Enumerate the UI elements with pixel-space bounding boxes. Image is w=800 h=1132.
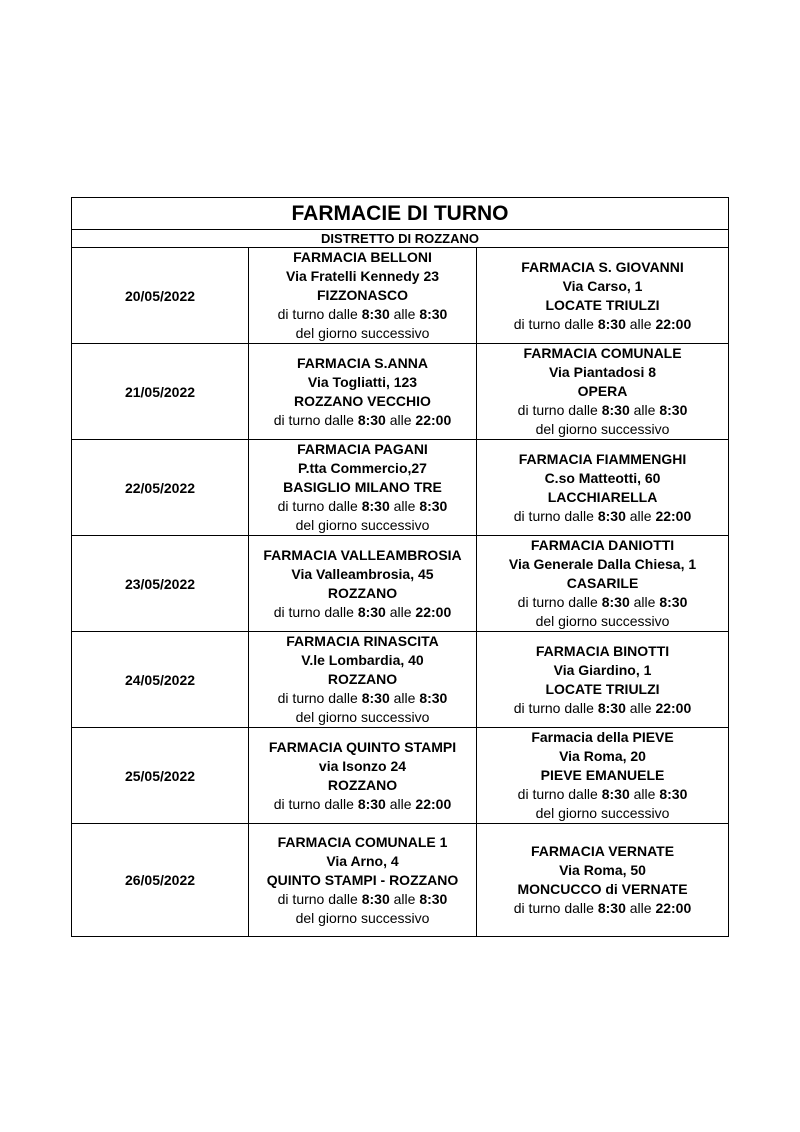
hours-from: 8:30	[361, 306, 390, 322]
day-row	[72, 728, 729, 824]
pharmacy-cell-right	[477, 248, 729, 344]
pharmacy-cell-right	[477, 440, 729, 536]
hours-to: 8:30	[659, 594, 688, 610]
hours-label: di turno dalle	[273, 795, 354, 812]
hours-until-label: alle	[389, 795, 412, 812]
document-title: FARMACIE DI TURNO	[72, 198, 729, 230]
pharmacy-town: FIZZONASCO	[317, 287, 408, 303]
hours-to: 8:30	[419, 690, 448, 706]
hours-from: 8:30	[361, 498, 390, 514]
hours-to: 8:30	[419, 306, 448, 322]
hours-until-label: alle	[393, 690, 416, 706]
hours-to: 22:00	[655, 315, 692, 332]
pharmacy-cell-left	[249, 632, 477, 728]
pharmacy-address: V.le Lombardia, 40	[301, 652, 424, 668]
hours-label: di turno dalle	[513, 699, 594, 716]
next-day-note: del giorno successivo	[295, 909, 430, 926]
hours-to: 22:00	[655, 699, 692, 716]
hours-label: di turno dalle	[513, 507, 594, 524]
opening-hours	[477, 785, 728, 804]
pharmacy-town: BASIGLIO MILANO TRE	[283, 479, 442, 495]
hours-label: di turno dalle	[517, 786, 598, 802]
date-cell: 26/05/2022	[72, 824, 249, 937]
pharmacy-name: FARMACIA BELLONI	[293, 249, 432, 265]
pharmacy-cell-left	[249, 728, 477, 824]
hours-until-label: alle	[633, 786, 656, 802]
hours-from: 8:30	[361, 890, 390, 907]
next-day-note: del giorno successivo	[295, 325, 430, 341]
opening-hours	[249, 795, 476, 814]
pharmacy-address: C.so Matteotti, 60	[544, 469, 661, 486]
pharmacy-address: Via Giardino, 1	[553, 661, 652, 678]
hours-label: di turno dalle	[273, 603, 354, 620]
pharmacy-town: ROZZANO	[327, 584, 398, 601]
next-day-note: del giorno successivo	[295, 709, 430, 725]
hours-until-label: alle	[633, 594, 656, 610]
hours-from: 8:30	[357, 411, 386, 428]
pharmacy-town: QUINTO STAMPI - ROZZANO	[266, 871, 459, 888]
hours-label: di turno dalle	[517, 402, 598, 418]
next-day-note: del giorno successivo	[295, 517, 430, 533]
hours-from: 8:30	[597, 699, 626, 716]
pharmacy-address: P.tta Commercio,27	[298, 460, 427, 476]
pharmacy-name: FARMACIA S.ANNA	[297, 354, 428, 371]
hours-to: 22:00	[415, 603, 452, 620]
hours-label: di turno dalle	[273, 411, 354, 428]
pharmacy-address: Via Piantadosi 8	[548, 364, 657, 380]
pharmacy-town: LOCATE TRIULZI	[545, 680, 660, 697]
day-row	[72, 344, 729, 440]
pharmacy-address: Via Carso, 1	[562, 277, 643, 294]
pharmacy-cell-right	[477, 824, 729, 937]
day-row	[72, 248, 729, 344]
opening-hours	[249, 890, 476, 909]
pharmacy-name: FARMACIA PAGANI	[297, 441, 428, 457]
pharmacy-name: FARMACIA QUINTO STAMPI	[268, 738, 457, 755]
day-row	[72, 536, 729, 632]
opening-hours	[477, 507, 728, 526]
day-row	[72, 824, 729, 937]
pharmacy-cell-right	[477, 536, 729, 632]
hours-from: 8:30	[361, 690, 390, 706]
pharmacy-cell-left	[249, 344, 477, 440]
pharmacy-name: FARMACIA VERNATE	[530, 843, 675, 859]
hours-label: di turno dalle	[277, 498, 358, 514]
next-day-note: del giorno successivo	[535, 805, 670, 821]
day-row	[72, 440, 729, 536]
pharmacy-address: via Isonzo 24	[318, 757, 407, 774]
hours-to: 8:30	[659, 402, 688, 418]
pharmacy-address: Via Roma, 50	[559, 862, 646, 878]
hours-from: 8:30	[601, 402, 630, 418]
hours-to: 8:30	[659, 786, 688, 802]
pharmacy-town: OPERA	[577, 383, 628, 399]
pharmacy-cell-left	[249, 536, 477, 632]
date-cell: 23/05/2022	[72, 536, 249, 632]
hours-until-label: alle	[629, 507, 652, 524]
hours-label: di turno dalle	[513, 315, 594, 332]
pharmacy-town: LOCATE TRIULZI	[545, 296, 660, 313]
date-cell: 24/05/2022	[72, 632, 249, 728]
pharmacy-address: Via Togliatti, 123	[307, 373, 418, 390]
hours-label: di turno dalle	[277, 690, 358, 706]
hours-from: 8:30	[357, 603, 386, 620]
pharmacy-cell-left	[249, 248, 477, 344]
pharmacy-town: PIEVE EMANUELE	[540, 767, 665, 783]
pharmacy-name: FARMACIA BINOTTI	[535, 642, 670, 659]
opening-hours	[249, 603, 476, 622]
pharmacy-address: Via Arno, 4	[326, 852, 399, 869]
pharmacy-town: ROZZANO	[327, 776, 398, 793]
hours-from: 8:30	[601, 594, 630, 610]
hours-to: 22:00	[415, 795, 452, 812]
pharmacy-cell-left	[249, 440, 477, 536]
pharmacy-name: FARMACIA COMUNALE 1	[277, 833, 448, 850]
hours-label: di turno dalle	[277, 306, 358, 322]
hours-from: 8:30	[597, 315, 626, 332]
pharmacy-address: Via Valleambrosia, 45	[291, 565, 434, 582]
next-day-note: del giorno successivo	[535, 613, 670, 629]
pharmacy-cell-right	[477, 344, 729, 440]
hours-until-label: alle	[389, 411, 412, 428]
opening-hours	[477, 315, 728, 334]
district-subtitle: DISTRETTO DI ROZZANO	[72, 230, 729, 248]
hours-from: 8:30	[357, 795, 386, 812]
pharmacy-name: FARMACIA RINASCITA	[286, 633, 439, 649]
hours-until-label: alle	[629, 315, 652, 332]
hours-label: di turno dalle	[517, 594, 598, 610]
day-row	[72, 632, 729, 728]
pharmacy-town: ROZZANO VECCHIO	[294, 392, 431, 409]
pharmacy-name: Farmacia della PIEVE	[531, 729, 674, 745]
hours-until-label: alle	[393, 306, 416, 322]
pharmacy-town: CASARILE	[566, 575, 639, 591]
pharmacy-address: Via Roma, 20	[559, 748, 646, 764]
hours-until-label: alle	[629, 699, 652, 716]
hours-to: 22:00	[415, 411, 452, 428]
hours-to: 8:30	[419, 498, 448, 514]
pharmacy-town: ROZZANO	[327, 671, 398, 687]
pharmacy-cell-right	[477, 728, 729, 824]
opening-hours	[249, 411, 476, 430]
opening-hours	[477, 401, 728, 420]
hours-label: di turno dalle	[513, 900, 594, 916]
hours-until-label: alle	[633, 402, 656, 418]
opening-hours	[249, 497, 476, 516]
hours-to: 22:00	[655, 900, 692, 916]
pharmacy-name: FARMACIA VALLEAMBROSIA	[263, 546, 462, 563]
pharmacy-schedule-table	[71, 197, 729, 937]
date-cell: 21/05/2022	[72, 344, 249, 440]
pharmacy-name: FARMACIA FIAMMENGHI	[518, 450, 687, 467]
hours-to: 22:00	[655, 507, 692, 524]
hours-until-label: alle	[393, 890, 416, 907]
hours-until-label: alle	[393, 498, 416, 514]
hours-from: 8:30	[597, 900, 626, 916]
pharmacy-cell-right	[477, 632, 729, 728]
opening-hours	[477, 699, 728, 718]
pharmacy-address: Via Fratelli Kennedy 23	[285, 268, 440, 284]
pharmacy-name: FARMACIA DANIOTTI	[530, 537, 675, 553]
pharmacy-address: Via Generale Dalla Chiesa, 1	[508, 556, 697, 572]
pharmacy-town: LACCHIARELLA	[547, 488, 658, 505]
pharmacy-cell-left	[249, 824, 477, 937]
hours-from: 8:30	[597, 507, 626, 524]
hours-from: 8:30	[601, 786, 630, 802]
opening-hours	[249, 689, 476, 708]
hours-until-label: alle	[629, 900, 652, 916]
next-day-note: del giorno successivo	[535, 421, 670, 437]
pharmacy-name: FARMACIA COMUNALE	[523, 345, 682, 361]
hours-until-label: alle	[389, 603, 412, 620]
date-cell: 20/05/2022	[72, 248, 249, 344]
hours-to: 8:30	[419, 890, 448, 907]
pharmacy-town: MONCUCCO di VERNATE	[517, 881, 688, 897]
opening-hours	[249, 305, 476, 324]
opening-hours	[477, 593, 728, 612]
pharmacy-name: FARMACIA S. GIOVANNI	[521, 258, 684, 275]
hours-label: di turno dalle	[277, 890, 358, 907]
date-cell: 22/05/2022	[72, 440, 249, 536]
date-cell: 25/05/2022	[72, 728, 249, 824]
opening-hours	[477, 899, 728, 918]
